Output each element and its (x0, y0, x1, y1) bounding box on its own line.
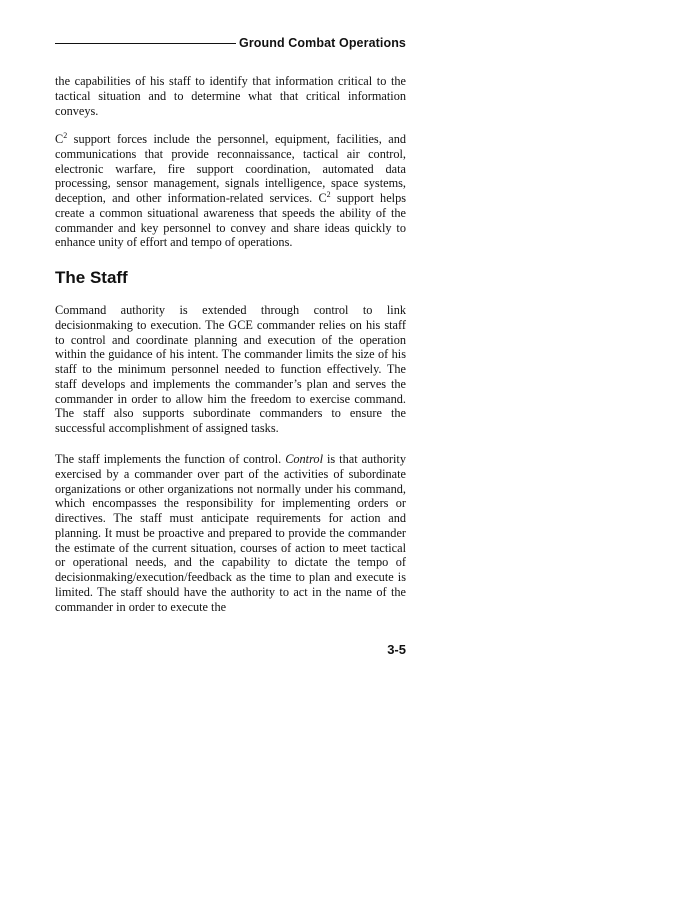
c2-term-b: C (318, 191, 327, 205)
paragraph-4 (55, 452, 406, 614)
running-title: Ground Combat Operations (239, 36, 406, 50)
control-term: Control (285, 452, 323, 466)
paragraph-4-text (55, 452, 406, 614)
paragraph-2 (55, 132, 406, 250)
paragraph-1 (55, 74, 406, 118)
paragraph-2-text (55, 132, 406, 250)
paragraph-2-part-a: support forces include the personnel, equipment, facilities, and communications that provide reconnaissance, tactical air control, electronic warfare, fire support coordination, automated data processing, sensor management, signals intelligence, space systems, deception, and other information-related services. (55, 132, 406, 205)
paragraph-3-text: Command authority is extended through control to link decisionmaking to execution. The GCE commander relies on his staff to control and coordinate planning and execution of the operation within the guidance of his intent. The commander limits the size of his staff to the minimum personnel needed to function effectively. The staff develops and implements the commander’s plan and serves the commander in order to allow him the freedom to exercise command. The staff also supports subordinate commanders to ensure the successful accomplishment of assigned tasks. (55, 303, 406, 435)
paragraph-4-part-b: is that authority exercised by a commander over part of the activities of subordinate organizations or other organizations not normally under his command, which encompasses the responsibility for implementing orders or directives. The staff must anticipate requirements for action and planning. It must be proactive and prepared to provide the commander the estimate of the current situation, courses of action to meet tactical or operational needs, and the capability to dictate the tempo of decisionmaking/execution/feedback as the time to plan and execute is limited. The staff should have the authority to act in the name of the commander in order to execute the (55, 452, 406, 614)
paragraph-3 (55, 303, 406, 436)
paragraph-4-part-a: The staff implements the function of control. (55, 452, 286, 466)
paragraph-2-part-b: support helps create a common situational awareness that speeds the ability of the commander and key personnel to convey and share ideas quickly to enhance unity of effort and tempo of operations. (55, 191, 407, 250)
running-header (55, 35, 406, 51)
paragraph-1-text: the capabilities of his staff to identify that information critical to the tactical situation and to determine what that critical information conveys. (55, 74, 406, 118)
c2-term: C (55, 132, 64, 146)
c2-superscript-b: 2 (326, 190, 331, 199)
page-number: 3-5 (387, 642, 406, 657)
section-heading: The Staff (55, 268, 128, 287)
header-rule (55, 43, 236, 44)
c2-superscript: 2 (63, 131, 68, 140)
